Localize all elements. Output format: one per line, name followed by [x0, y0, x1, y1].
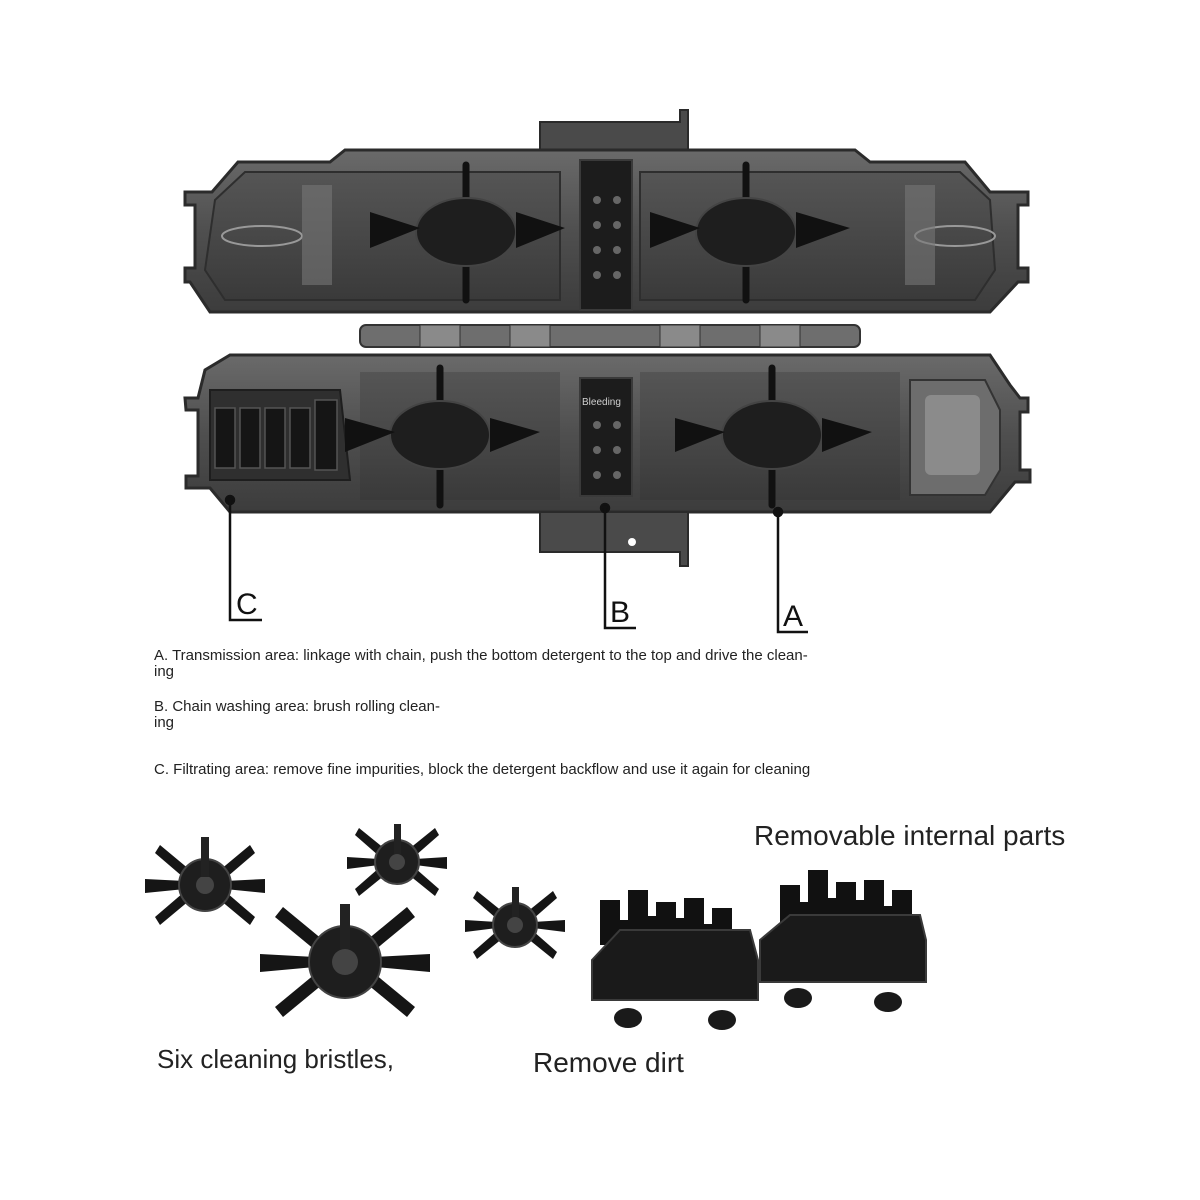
bristle-roller-4 [465, 887, 565, 959]
bristle-roller-2 [347, 824, 447, 896]
callout-a: A [783, 600, 804, 633]
brush-block-2 [760, 870, 926, 1012]
description-b-line1: B. Chain washing area: brush rolling clean- [154, 698, 440, 715]
description-a-line1: A. Transmission area: linkage with chain, push the bottom detergent to the top and drive the clean- [154, 647, 808, 664]
heading-six-bristles: Six cleaning bristles, [157, 1044, 394, 1074]
description-c [154, 762, 810, 778]
description-a [154, 648, 808, 680]
brush-block-1 [592, 890, 758, 1030]
description-c-line1: C. Filtrating area: remove fine impurities, block the detergent backflow and use it again for cleaning [154, 761, 811, 778]
bottom-tab [540, 512, 688, 566]
heading-remove-dirt: Remove dirt [533, 1047, 684, 1078]
hinge [360, 325, 860, 347]
bristle-roller-1 [145, 837, 265, 925]
description-b [154, 699, 440, 731]
heading-removable-parts: Removable internal parts [754, 820, 1066, 851]
bristle-roller-3 [260, 904, 430, 1017]
callout-lines [226, 496, 808, 632]
description-a-line2: ing [154, 663, 175, 680]
description-b-line2: ing [154, 714, 175, 731]
callout-b: B [610, 596, 631, 629]
device-label: Bleeding [582, 397, 621, 408]
filter-grate [215, 400, 337, 470]
callout-c: C [236, 588, 258, 621]
